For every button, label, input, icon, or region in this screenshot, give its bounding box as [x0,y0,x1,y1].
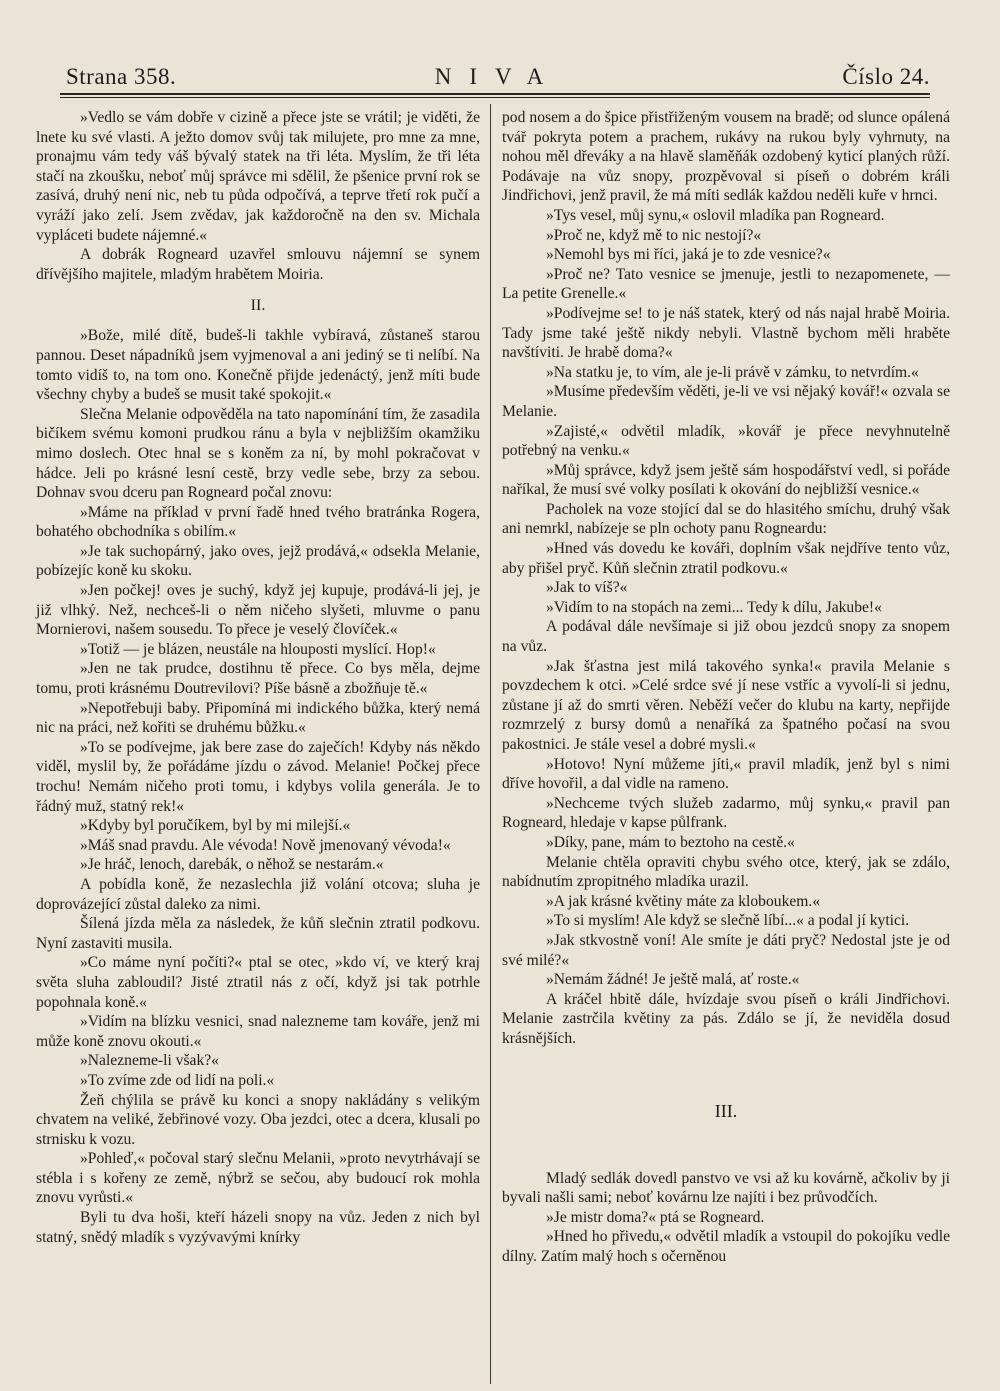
paragraph: »Nemohl bys mi říci, jaká je to zde vesnice?« [546,246,831,264]
paragraph: Žeň chýlila se právě ku konci a snopy nakládány s velikým chvatem na veliké, žebřinové vozy. Oba jezdci, otec a dcera, klusali po strnisku k vozu. [36,1091,480,1148]
paragraph: »Je tak suchopárný, jako oves, jejž prodává,« odsekla Melanie, pobízejíc koně ku skoku. [36,542,480,580]
paragraph: A pobídla koně, že nezaslechla již volání otcova; sluha je doprovázející zůstal daleko za nimi. [36,875,480,913]
paragraph: »To si myslím! Ale když se slečně líbí...« a podal jí kytici. [546,912,910,930]
paragraph: »Bože, milé dítě, budeš-li takhle vybíravá, zůstaneš starou pannou. Deset nápadníků jsem vyjmenoval a ani jediný se ti nelíbí. Na tomto vidíš to, na tom ono. Konečně přijde jedenáctý, jenž míti bude všechny chyby a budeš se musit také spokojit.« [36,327,480,404]
paragraph: A podával dále nevšímaje si již obou jezdců snopy za snopem na vůz. [502,618,950,656]
magazine-title: NIVA [434,64,562,89]
paragraph: »Nepotřebuji baby. Připomíná mi indického bůžka, který nemá nic na práci, než kořiti se druhému bůžku.« [36,699,480,737]
paragraph: »Nechceme tvých služeb zadarmo, můj synku,« pravil pan Rogneard, hledaje v kapse půlfrank. [502,794,950,832]
paragraph: »Jak šťastna jest milá takového synka!« pravila Melanie s povzdechem k otci. »Celé srdce své jí nese vstříc a vyvolí-li si jednu, zůstane jí až do smrti věren. Neběží večer do klubu na karty, nepřijde rozmrzelý z bursy domů a nenaříká za špatného počasí na svou pakostnici. Je stále vesel a dobré mysli.« [502,657,950,753]
paragraph: »A jak krásné květiny máte za kloboukem.« [546,892,821,910]
paragraph: »Totiž — je blázen, neustále na hlouposti myslící. Hop!« [80,640,436,658]
paragraph: A dobrák Rogneard uzavřel smlouvu nájemní se synem dřívějšího majitele, mladým hrabětem Moiria. [36,246,480,283]
paragraph: »Tys vesel, můj synu,« oslovil mladíka pan Rogneard. [546,206,885,224]
section-heading: III. [714,1100,738,1121]
paragraph: »To se podívejme, jak bere zase do zaječích! Kdyby nás někdo viděl, myslil by, že pořádáme jízdu o závod. Melanie! Počkej přece trochu! Nemám ničeho proti tomu, i kdybys volila generála. Je to řádný muž, statný rek!« [36,738,480,815]
paragraph: »Jak stkvostně voní! Ale smíte je dáti pryč? Nedostal jste je od své milé?« [502,931,950,969]
paragraph: »Vidím to na stopách na zemi... Tedy k dílu, Jakube!« [546,598,882,616]
paragraph: »Máme na příklad v první řadě hned tvého bratránka Rogera, bohatého obchodníka s obilím.« [36,503,480,541]
paragraph: pod nosem a do špice přistřiženým vousem na bradě; od slunce opálená tvář pokryta potem a prachem, rukávy na rukou byly vyhrnuty, na nohou měl dřeváky a na hlavě slaměňák ozdobený kyticí planých růží. Podávaje na vůz snopy, prozpěvoval si píseň o dobrém králi Jindřichovi, jenž pravil, že má míti sedlák každou neděli kuře v hrnci. [502,109,950,205]
paragraph: »Na statku je, to vím, ale je-li právě v zámku, to netvrdím.« [546,363,919,381]
header-rule-thin [60,97,930,98]
paragraph: »Nemám žádné! Je ještě malá, ať roste.« [546,971,800,989]
paragraph: »Proč ne, když mě to nic nestojí?« [546,226,762,244]
paragraph: Slečna Melanie odpověděla na tato napomínání tím, že zasadila bičíkem svému komoni prudkou ránu a byla v nejbližším okamžiku mimo doslech. Otec hnal se s koněm za ní, by mohl pokračovat v hádce. Jeli po krásné lesní cestě, brzy vedle sebe, brzy za sebou. Dohnav svou dceru pan Rogneard počal znovu: [36,405,480,502]
paragraph: Pacholek na voze stojící dal se do hlasitého smíchu, druhý však ani nemrkl, nabízeje se pln ochoty panu Rogneardu: [502,500,950,538]
paragraph: »Zajisté,« odvětil mladík, »kovář je přece nevyhnutelně potřebný na venku.« [502,422,950,460]
paragraph: »Kdyby byl poručíkem, byl by mi milejší.« [80,817,351,835]
paragraph: »Vedlo se vám dobře v cizině a přece jste se vrátil; je viděti, že lnete ku své vlasti. A ježto domov svůj tak milujete, pro mne za mne, pronajmu vám tedy váš bývalý statek na tři léta. Myslím, že tři léta stačí na zkoušku, neboť můj správce mi sdělil, že pšenice první rok se zasívá, druhý není nic, neb tu půda odpočívá, a teprve třetí rok pučí a vyráží jako zelí. Jsem zvědav, jak každoročně na den sv. Michala vypláceti budete nájemné.« [36,109,480,244]
paragraph: Melanie chtěla opraviti chybu svého otce, který, jak se zdálo, nabídnutím zpropitného mladíka urazil. [502,853,950,891]
paragraph: A kráčel hbitě dále, hvízdaje svou píseň o králi Jindřichovi. Melanie zastrčila květiny za pás. Zdálo se jí, že neviděla dosud krásnějších. [502,990,950,1047]
paragraph: Šílená jízda měla za následek, že kůň slečnin ztratil podkovu. Nyní zastaviti musila. [36,915,480,952]
paragraph: »Proč ne? Tato vesnice se jmenuje, jestli to nezapomenete, — La petite Grenelle.« [502,265,950,303]
paragraph: »Je mistr doma?« ptá se Rogneard. [546,1208,765,1226]
paragraph: »Jen počkej! oves je suchý, když jej kupuje, prodává-li jej, je již vlhký. Než, nechceš-li o něm ničeho slyšeti, mluvme o panu Mornierovi, našem sousedu. To přece je veselý človíček.« [36,582,480,639]
paragraph: »Podívejme se! to je náš statek, který od nás najal hrabě Moiria. Tady jsme také ještě nikdy nebyli. Vlastně bychom měli hraběte navštíviti. Je hrabě doma?« [502,304,950,362]
page-number: Strana 358. [66,64,177,89]
paragraph: »Jen ne tak prudce, dostihnu tě přece. Co bys měla, dejme tomu, proti krásnému Doutrevilovi? Píše básně a zbožňuje tě.« [36,660,480,698]
paragraph: »Hotovo! Nyní můžeme jíti,« pravil mladík, jenž byl s nimi dříve hovořil, a dal vidle na rameno. [502,755,950,793]
section-heading: II. [250,297,266,315]
paragraph: »Hned vás dovedu ke kováři, doplním však nejdříve tento vůz, aby přišel pryč. Kůň slečnin ztratil podkovu.« [502,540,950,577]
paragraph: »Nalezneme-li však?« [80,1052,219,1070]
column-divider [490,104,491,1384]
page-header [66,60,930,94]
paragraph: »Pohleď,« počoval starý slečnu Melanii, »proto nevytrhávají se stébla i s kořeny ze země, nýbrž se sečou, aby budoucí rok mohla znovu vyrůsti.« [36,1150,480,1207]
paragraph: »Je hráč, lenoch, darebák, o něhož se nestarám.« [80,856,384,874]
paragraph: »Díky, pane, mám to beztoho na cestě.« [546,833,795,851]
paragraph: »Jak to víš?« [546,579,628,597]
left-column [36,108,480,1247]
paragraph: Mladý sedlák dovedl panstvo ve vsi až ku kovárně, ačkoliv by ji byvali našli sami; neboť kovárnu lze najíti i bez průvodčích. [502,1169,950,1207]
paragraph: »Můj správce, když jsem ještě sám hospodářství vedl, si pořáde naříkal, že musí své volky posílati k okování do nejbližší vesnice.« [502,461,950,499]
paragraph: »Hned ho přivedu,« odvětil mladík a vstoupil do pokojíku vedle dílny. Zatím malý hoch s očerněnou [502,1228,950,1265]
paragraph: »To zvíme zde od lidí na poli.« [80,1071,275,1089]
header-rule [60,93,930,95]
paragraph: »Musíme především věděti, je-li ve vsi nějaký kovář!« ozvala se Melanie. [502,383,950,420]
paragraph: »Máš snad pravdu. Ale vévoda! Nově jmenovaný vévoda!« [80,836,451,854]
right-column [502,108,950,1266]
paragraph: Byli tu dva hoši, kteří házeli snopy na vůz. Jeden z nich byl statný, snědý mladík s vyzývavými knírky [36,1209,480,1246]
paragraph: »Co máme nyní počíti?« ptal se otec, »kdo ví, ve který kraj světa sluha zabloudil? Jisté ztratil nás z očí, když jsi tak potrhle popohnala koně.« [36,954,480,1011]
issue-number: Číslo 24. [842,64,930,89]
paragraph: »Vidím na blízku vesnici, snad nalezneme tam kováře, jenž mi může koně znovu okouti.« [36,1013,480,1050]
